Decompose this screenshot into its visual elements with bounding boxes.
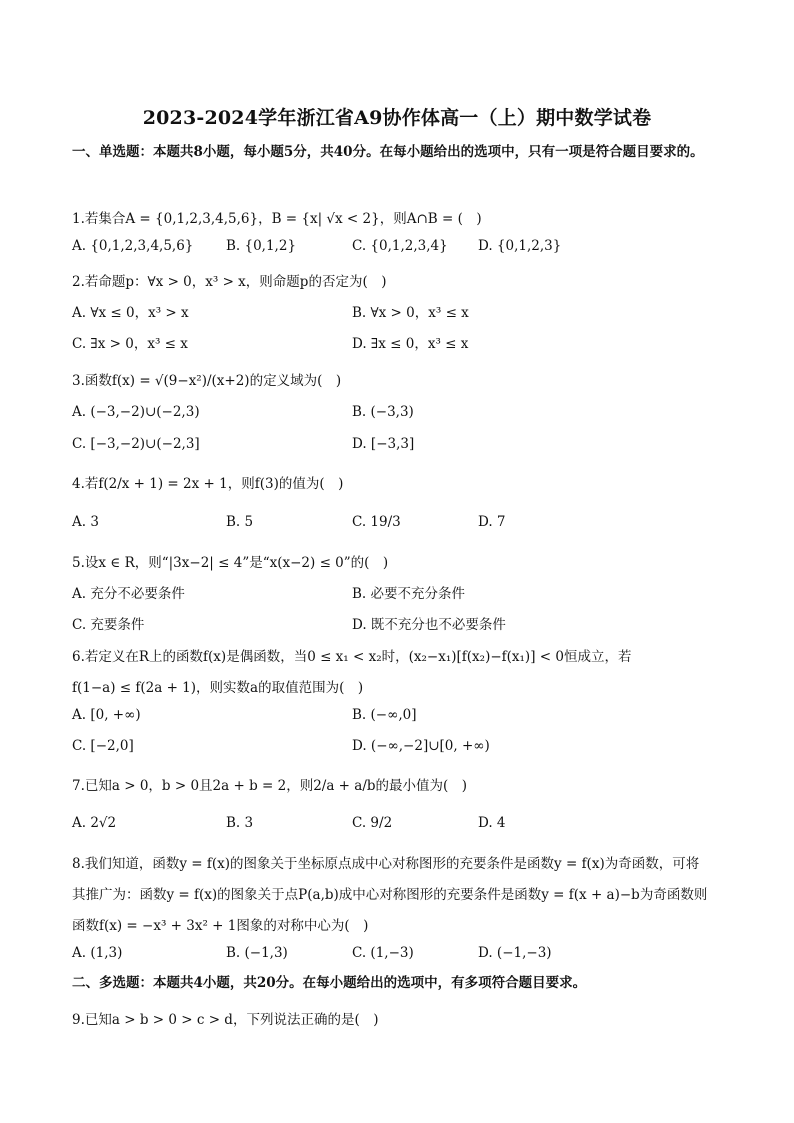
q1-option-c: C. {0,1,2,3,4} [352, 238, 448, 254]
q1-option-a: A. {0,1,2,3,4,5,6} [72, 238, 194, 254]
question-6-stem: 6.若定义在R上的函数f(x)是偶函数，当0 ≤ x₁ < x₂时，(x₂−x₁)[f(x₂)−f(x₁)] < 0恒成立，若 [72, 649, 632, 665]
section-1-heading: 一、单选题：本题共8小题，每小题5分，共40分。在每小题给出的选项中，只有一项是符合题目要求的。 [72, 144, 704, 160]
q7-option-d: D. 4 [478, 815, 506, 831]
q2-option-c: C. ∃x > 0，x³ ≤ x [72, 336, 188, 352]
q6-option-c: C. [−2,0] [72, 738, 134, 754]
q4-option-b: B. 5 [226, 514, 254, 530]
q8-option-b: B. (−1,3) [226, 945, 288, 961]
q7-option-b: B. 3 [226, 815, 254, 831]
question-5-stem: 5.设x ∈ R，则“|3x−2| ≤ 4”是“x(x−2) ≤ 0”的( ) [72, 555, 389, 571]
q3-option-b: B. (−3,3) [352, 404, 414, 420]
question-8-stem: 8.我们知道，函数y = f(x)的图象关于坐标原点成中心对称图形的充要条件是函数y = f(x)为奇函数，可将 [72, 856, 700, 872]
question-6-stem-cont: f(1−a) ≤ f(2a + 1)，则实数a的取值范围为( ) [72, 680, 364, 696]
q6-option-b: B. (−∞,0] [352, 707, 417, 723]
question-4-stem: 4.若f(2/x + 1) = 2x + 1，则f(3)的值为( ) [72, 476, 344, 492]
question-8-stem-cont-2: 函数f(x) = −x³ + 3x² + 1图象的对称中心为( ) [72, 918, 369, 934]
q2-option-a: A. ∀x ≤ 0，x³ > x [72, 305, 189, 321]
question-9-stem: 9.已知a > b > 0 > c > d，下列说法正确的是( ) [72, 1012, 379, 1028]
question-7-stem: 7.已知a > 0，b > 0且2a + b = 2，则2/a + a/b的最小值为( ) [72, 778, 468, 794]
q6-option-a: A. [0, +∞) [72, 707, 141, 723]
q5-option-c: C. 充要条件 [72, 617, 145, 633]
q8-option-d: D. (−1,−3) [478, 945, 552, 961]
q1-option-d: D. {0,1,2,3} [478, 238, 562, 254]
q3-option-c: C. [−3,−2)∪(−2,3] [72, 436, 200, 452]
q3-option-d: D. [−3,3] [352, 436, 415, 452]
q7-option-a: A. 2√2 [72, 815, 117, 831]
q2-option-b: B. ∀x > 0，x³ ≤ x [352, 305, 469, 321]
q4-option-c: C. 19/3 [352, 514, 401, 530]
question-3-stem: 3.函数f(x) = √(9−x²)/(x+2)的定义域为( ) [72, 373, 342, 389]
q3-option-a: A. (−3,−2)∪(−2,3) [72, 404, 200, 420]
question-2-stem: 2.若命题p：∀x > 0，x³ > x，则命题p的否定为( ) [72, 274, 387, 290]
q6-option-d: D. (−∞,−2]∪[0, +∞) [352, 738, 490, 754]
q5-option-b: B. 必要不充分条件 [352, 586, 466, 602]
question-1-stem: 1.若集合A = {0,1,2,3,4,5,6}，B = {x| √x < 2}，则A∩B = ( ) [72, 211, 482, 227]
q1-option-b: B. {0,1,2} [226, 238, 297, 254]
section-2-heading: 二、多选题：本题共4小题，共20分。在每小题给出的选项中，有多项符合题目要求。 [72, 975, 587, 991]
q8-option-c: C. (1,−3) [352, 945, 414, 961]
q7-option-c: C. 9/2 [352, 815, 393, 831]
q4-option-a: A. 3 [72, 514, 99, 530]
q8-option-a: A. (1,3) [72, 945, 123, 961]
q4-option-d: D. 7 [478, 514, 506, 530]
q5-option-d: D. 既不充分也不必要条件 [352, 617, 506, 633]
question-8-stem-cont-1: 其推广为：函数y = f(x)的图象关于点P(a,b)成中心对称图形的充要条件是函数y = f(x + a)−b为奇函数则 [72, 887, 708, 903]
q2-option-d: D. ∃x ≤ 0，x³ ≤ x [352, 336, 469, 352]
q5-option-a: A. 充分不必要条件 [72, 586, 185, 602]
page-title: 2023-2024学年浙江省A9协作体高一（上）期中数学试卷 [142, 107, 652, 129]
